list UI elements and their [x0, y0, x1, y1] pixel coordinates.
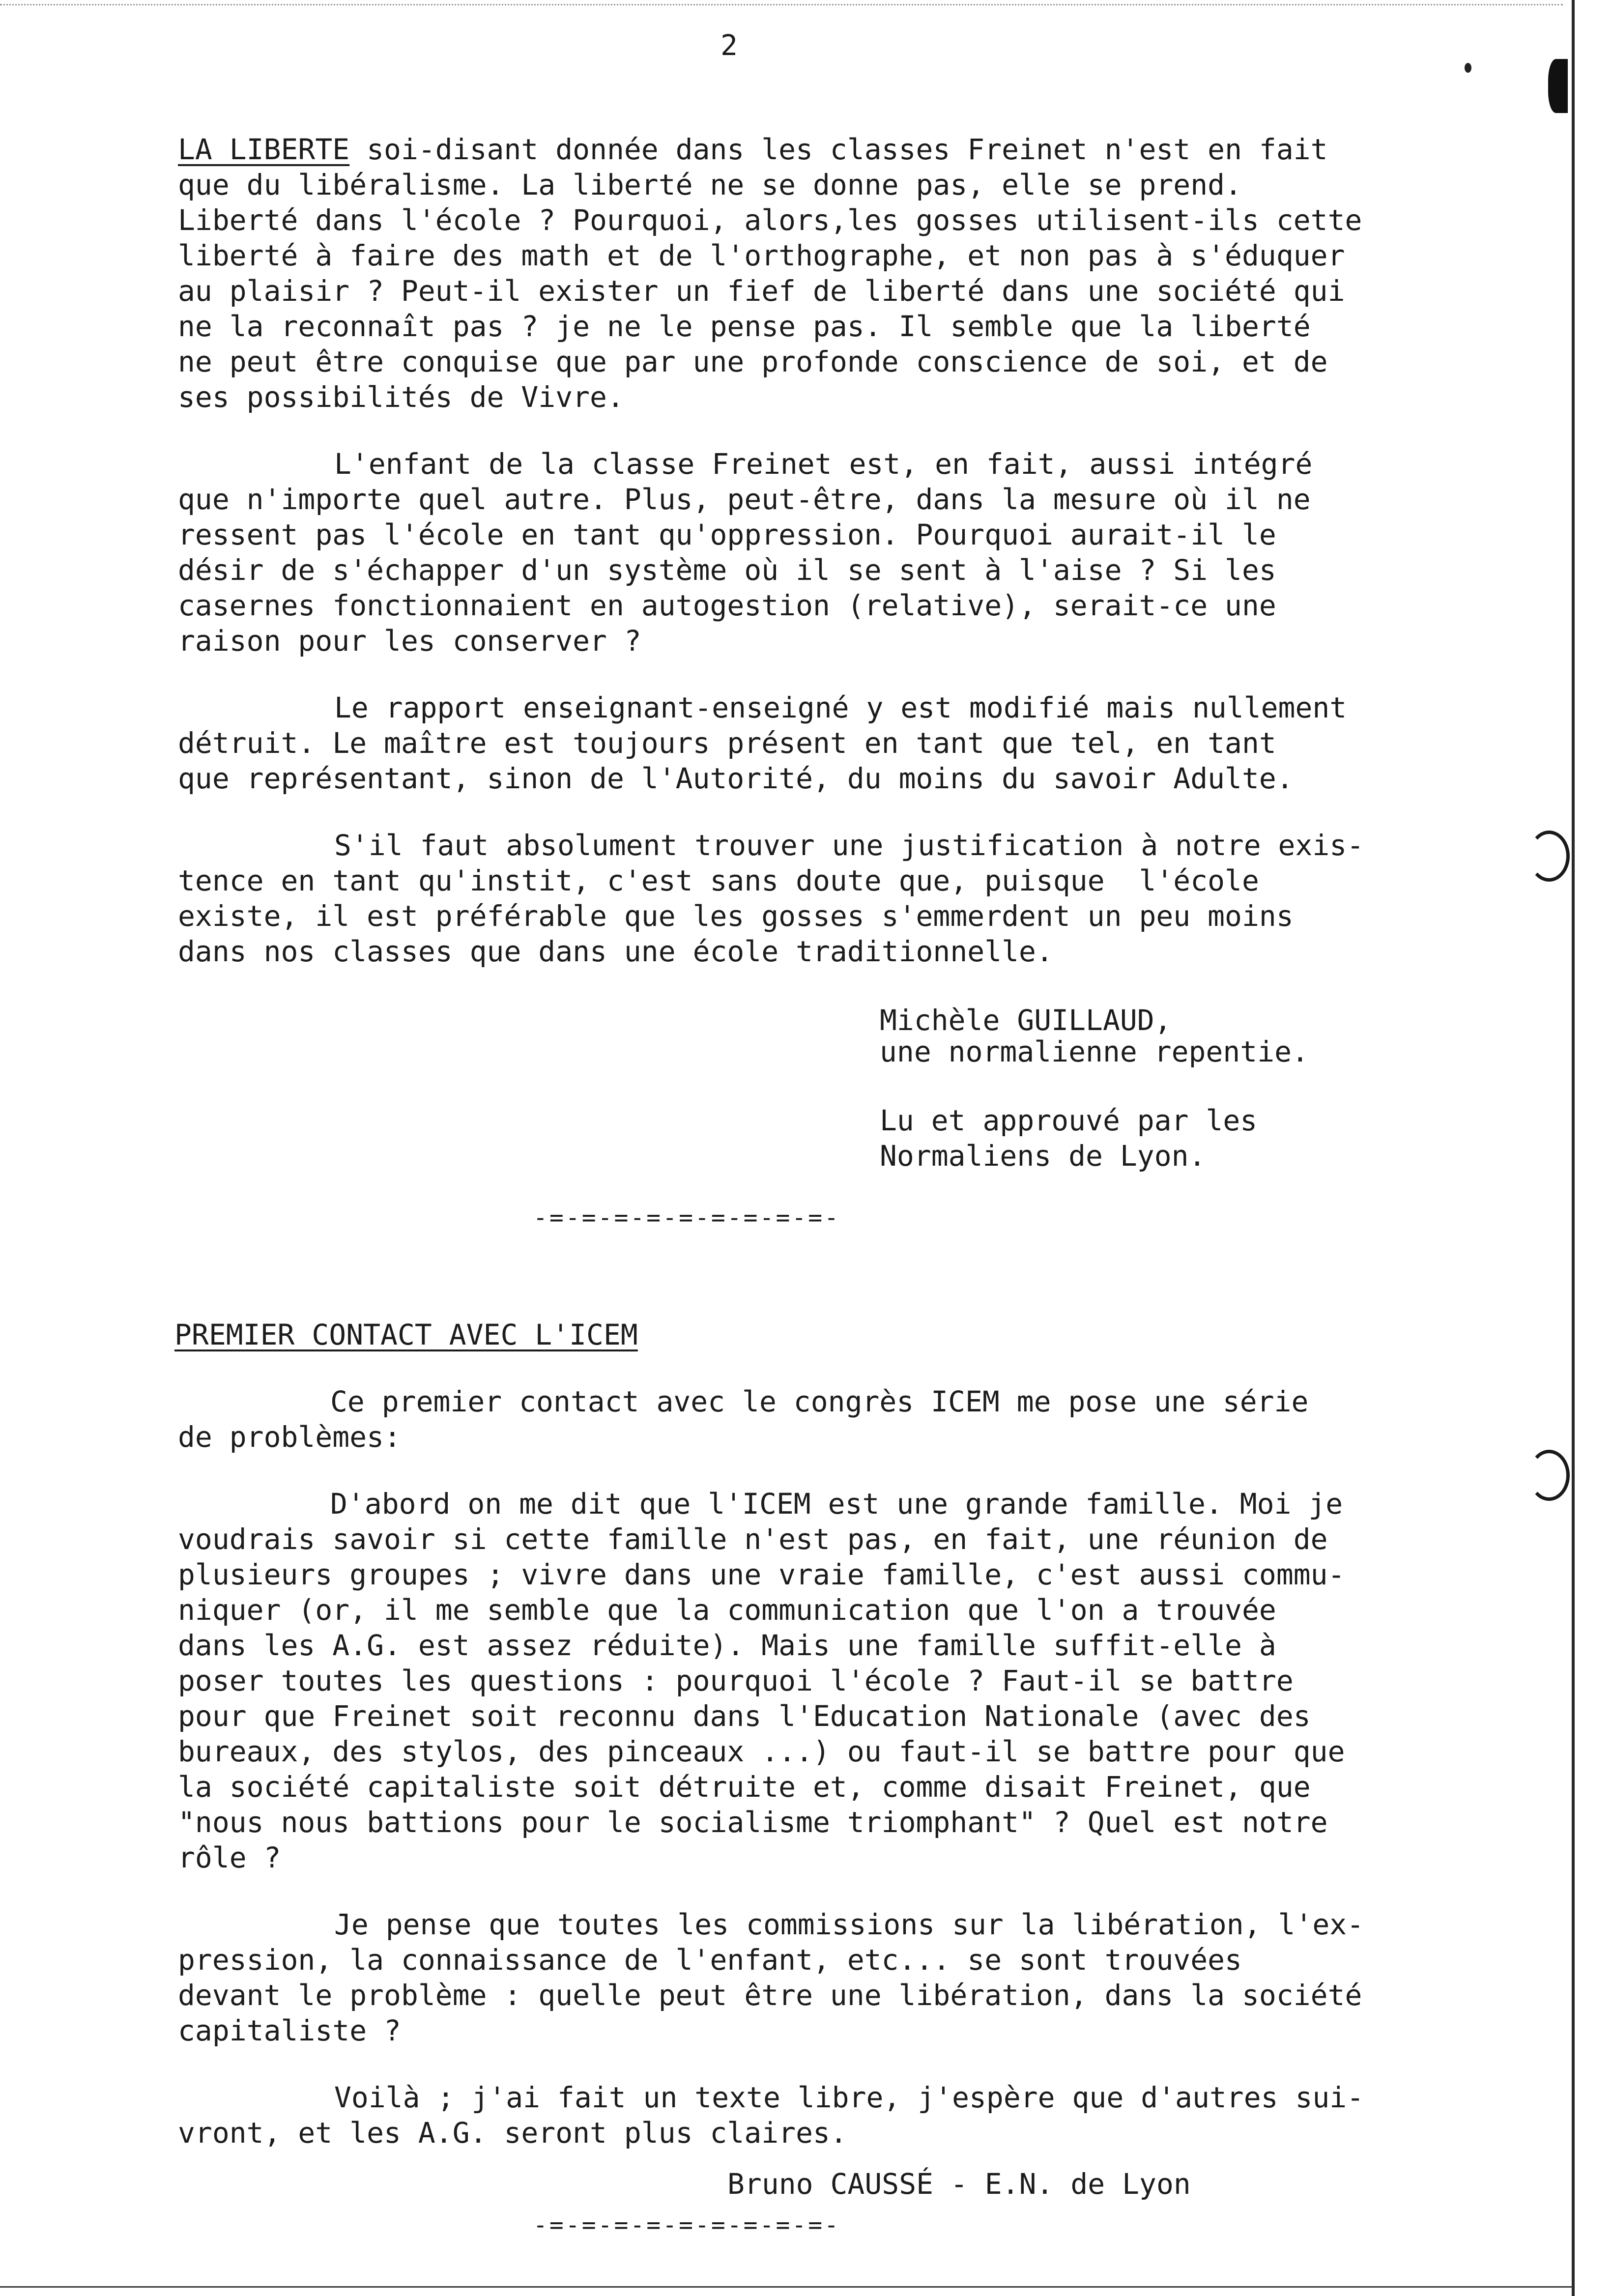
paragraph-line: bureaux, des stylos, des pinceaux ...) ou faut-il se battre pour que: [178, 1735, 1345, 1768]
paragraph-line: S'il faut absolument trouver une justification à notre exis-: [334, 829, 1364, 862]
ink-dot: [1465, 63, 1471, 73]
paragraph-line: que représentant, sinon de l'Autorité, du moins du savoir Adulte.: [178, 762, 1294, 795]
page-number: 2: [720, 29, 738, 62]
paragraph-line: la société capitaliste soit détruite et, comme disait Freinet, que: [178, 1770, 1311, 1804]
paragraph-line: Ce premier contact avec le congrès ICEM me pose une série: [330, 1385, 1309, 1418]
signature-line: une normalienne repentie.: [880, 1035, 1309, 1068]
paragraph-line: désir de s'échapper d'un système où il se sent à l'aise ? Si les: [178, 553, 1276, 587]
paragraph-line: ses possibilités de Vivre.: [178, 380, 624, 414]
paragraph-line: au plaisir ? Peut-il exister un fief de liberté dans une société qui: [178, 274, 1345, 308]
section-heading: LA LIBERTE: [178, 133, 350, 166]
top-dotted-rule: [0, 4, 1563, 6]
paragraph-line: vront, et les A.G. seront plus claires.: [178, 2116, 847, 2150]
paragraph-line: que n'importe quel autre. Plus, peut-être, dans la mesure où il ne: [178, 483, 1311, 516]
signature-line: Bruno CAUSSÉ - E.N. de Lyon: [727, 2167, 1191, 2201]
paragraph-line: capitaliste ?: [178, 2014, 401, 2047]
paragraph-line: "nous nous battions pour le socialisme triomphant" ? Quel est notre: [178, 1806, 1328, 1839]
paragraph-line: dans les A.G. est assez réduite). Mais une famille suffit-elle à: [178, 1629, 1276, 1662]
paragraph-line: Je pense que toutes les commissions sur la libération, l'ex-: [334, 1908, 1364, 1941]
paragraph-line: pour que Freinet soit reconnu dans l'Education Nationale (avec des: [178, 1699, 1311, 1733]
paragraph-line: tence en tant qu'instit, c'est sans doute que, puisque l'école: [178, 864, 1259, 897]
paragraph-line: Le rapport enseignant-enseigné y est modifié mais nullement: [334, 691, 1347, 724]
paragraph-line: plusieurs groupes ; vivre dans une vraie famille, c'est aussi commu-: [178, 1558, 1345, 1591]
paragraph-line: poser toutes les questions : pourquoi l'école ? Faut-il se battre: [178, 1664, 1294, 1697]
paragraph-line: que du libéralisme. La liberté ne se donne pas, elle se prend.: [178, 168, 1242, 201]
paragraph-line: ressent pas l'école en tant qu'oppression. Pourquoi aurait-il le: [178, 518, 1276, 551]
paragraph-line: D'abord on me dit que l'ICEM est une grande famille. Moi je: [330, 1487, 1343, 1521]
section-heading: PREMIER CONTACT AVEC L'ICEM: [174, 1318, 638, 1351]
paragraph-line: ne la reconnaît pas ? je ne le pense pas. Il semble que la liberté: [178, 310, 1311, 343]
paragraph-line: casernes fonctionnaient en autogestion (relative), serait-ce une: [178, 589, 1276, 622]
separator: -=-=-=-=-=-=-=-=-=-: [533, 1204, 841, 1232]
paragraph-line: niquer (or, il me semble que la communication que l'on a trouvée: [178, 1593, 1276, 1627]
paragraph-line: Voilà ; j'ai fait un texte libre, j'espère que d'autres sui-: [334, 2081, 1364, 2114]
punch-hole: [1528, 1450, 1570, 1501]
approval-line: Lu et approuvé par les: [880, 1104, 1258, 1137]
paragraph-line: existe, il est préférable que les gosses s'emmerdent un peu moins: [178, 899, 1294, 933]
punch-hole: [1528, 831, 1570, 882]
paragraph-line: détruit. Le maître est toujours présent en tant que tel, en tant: [178, 726, 1276, 760]
paragraph-line: pression, la connaissance de l'enfant, etc... se sont trouvées: [178, 1943, 1242, 1977]
paragraph-line: raison pour les conserver ?: [178, 624, 641, 658]
signature-line: Michèle GUILLAUD,: [880, 1004, 1172, 1037]
paragraph-line: de problèmes:: [178, 1420, 401, 1454]
paragraph-line: rôle ?: [178, 1841, 281, 1874]
paragraph-line: liberté à faire des math et de l'orthographe, et non pas à s'éduquer: [178, 239, 1345, 272]
paragraph-line: dans nos classes que dans une école traditionnelle.: [178, 935, 1053, 968]
right-page-edge: [1572, 0, 1575, 2296]
paragraph-line: ne peut être conquise que par une profonde conscience de soi, et de: [178, 345, 1328, 378]
separator: -=-=-=-=-=-=-=-=-=-: [533, 2211, 841, 2239]
paragraph-line: devant le problème : quelle peut être une libération, dans la société: [178, 1979, 1362, 2012]
paragraph-line: L'enfant de la classe Freinet est, en fait, aussi intégré: [334, 447, 1313, 481]
paragraph-line: voudrais savoir si cette famille n'est pas, en fait, une réunion de: [178, 1522, 1328, 1556]
paragraph-line: LA LIBERTE soi-disant donnée dans les classes Freinet n'est en fait: [178, 133, 1328, 166]
approval-line: Normaliens de Lyon.: [880, 1139, 1206, 1173]
bottom-page-edge: [0, 2286, 1573, 2288]
ink-blot: [1548, 59, 1568, 113]
paragraph-line: Liberté dans l'école ? Pourquoi, alors,les gosses utilisent-ils cette: [178, 203, 1362, 237]
